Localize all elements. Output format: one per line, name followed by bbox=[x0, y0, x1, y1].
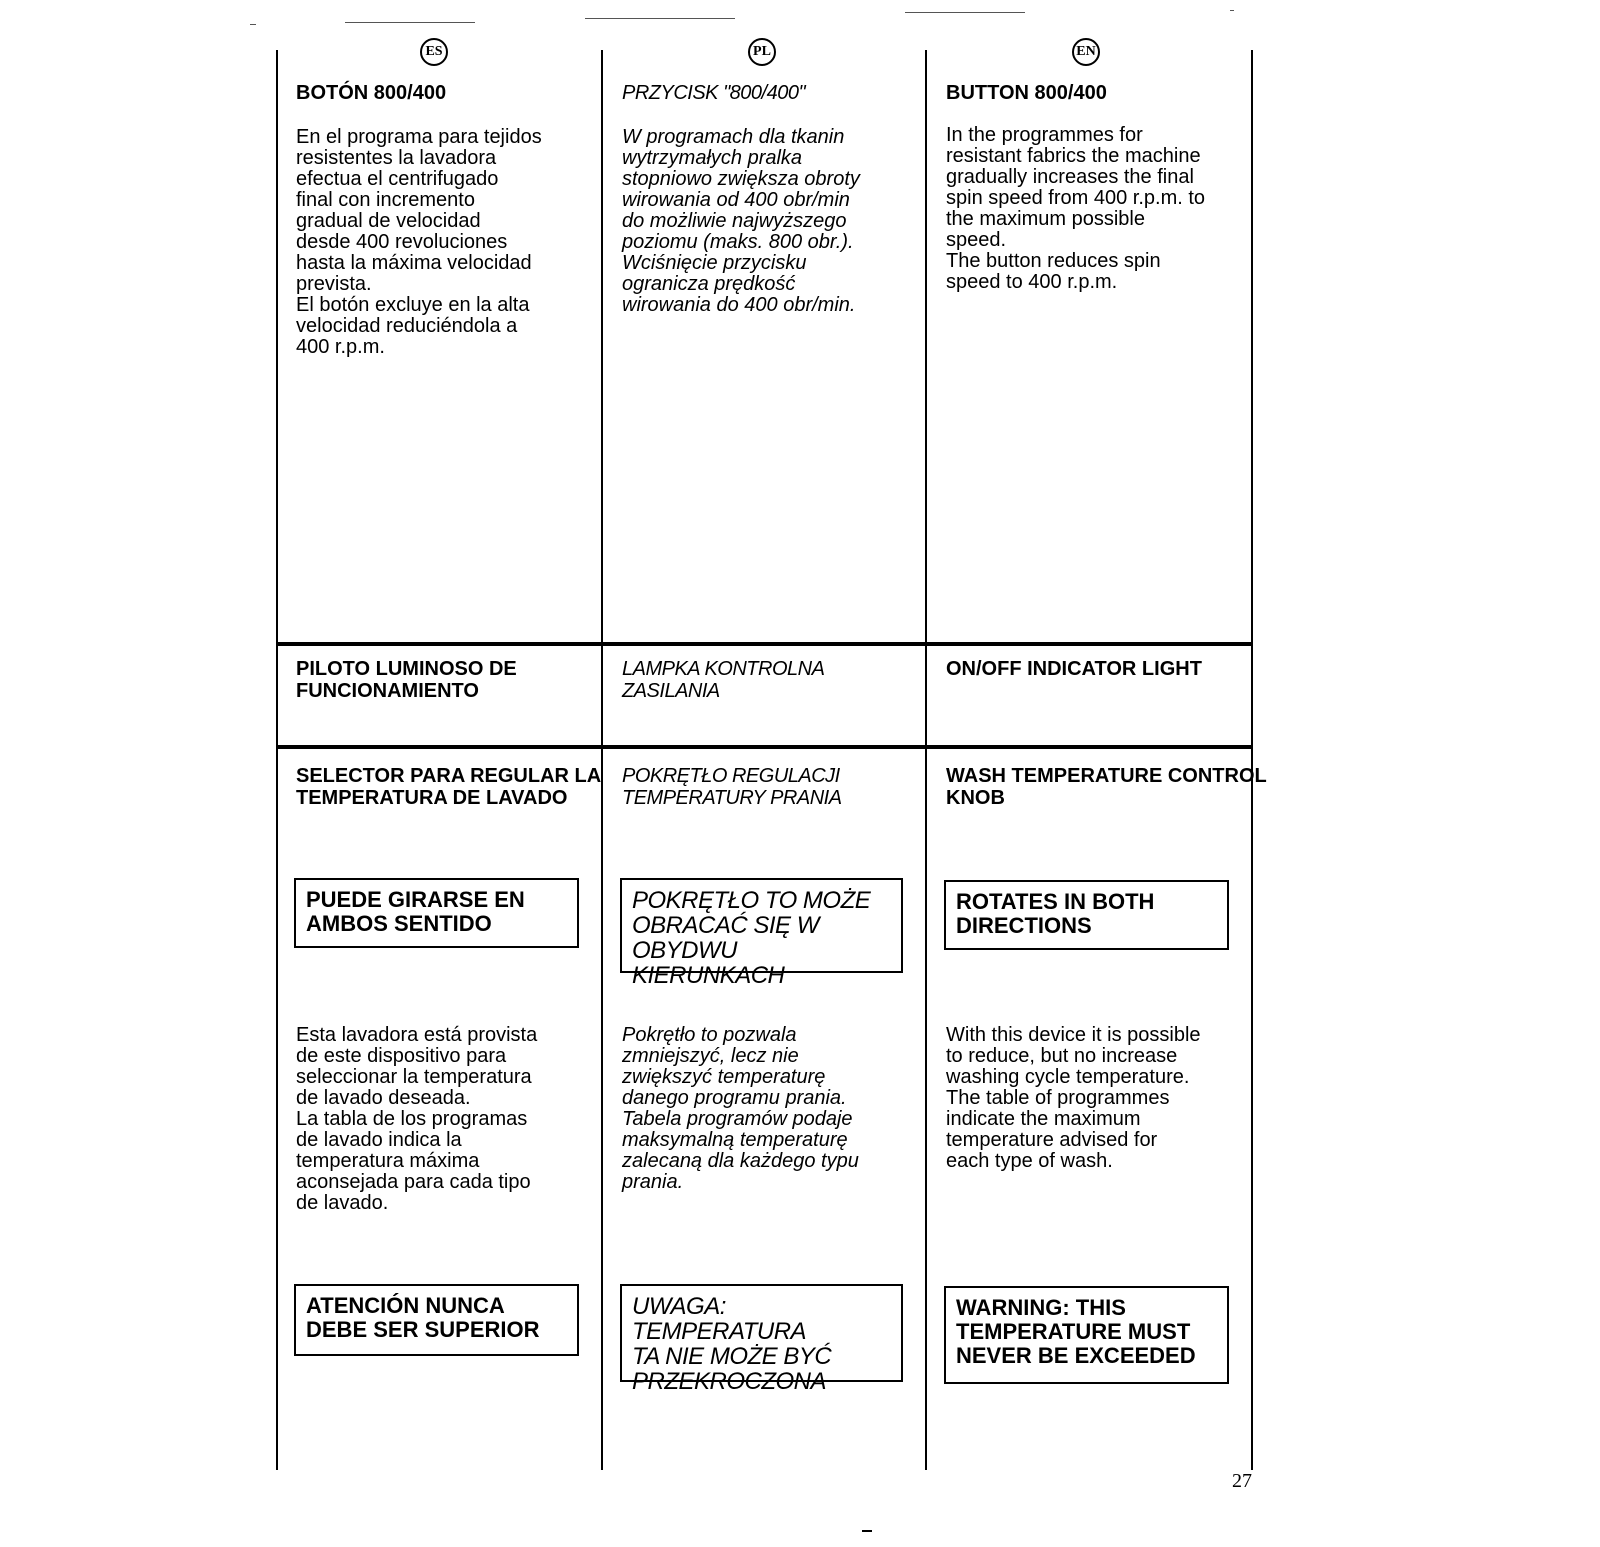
column-divider-right bbox=[1251, 50, 1253, 1470]
language-badge-en: EN bbox=[1072, 38, 1100, 66]
button-800-400-title-en: BUTTON 800/400 bbox=[946, 82, 1107, 104]
section-divider-1 bbox=[276, 642, 1253, 646]
page-number: 27 bbox=[1232, 1470, 1252, 1492]
rotate-notice-box-pl: POKRĘTŁO TO MOŻE OBRACAĆ SIĘ W OBYDWU KIERUNKACH bbox=[620, 878, 903, 973]
warning-box-es: ATENCIÓN NUNCA DEBE SER SUPERIOR bbox=[294, 1284, 579, 1356]
column-divider-2 bbox=[925, 50, 927, 1470]
button-800-400-text-pl: W programach dla tkanin wytrzymałych pralka stopniowo zwiększa obroty wirowania od 400 obr/min do możliwie najwyższego poziomu (maks. 800 obr.). Wciśnięcie przycisku ogranicza prędkość wirowania do 400 obr/min. bbox=[622, 126, 860, 316]
temperature-selector-text-es: Esta lavadora está provista de este dispositivo para seleccionar la temperatura de lavado deseada. La tabla de los programas de lavado indica la temperatura máxima aconsejada para cada tipo de lavado. bbox=[296, 1024, 538, 1214]
button-800-400-title-pl: PRZYCISK "800/400" bbox=[622, 82, 806, 104]
warning-box-en: WARNING: THIS TEMPERATURE MUST NEVER BE EXCEEDED bbox=[944, 1286, 1229, 1384]
indicator-light-title-es: PILOTO LUMINOSO DE FUNCIONAMIENTO bbox=[296, 658, 517, 702]
temperature-selector-title-es: SELECTOR PARA REGULAR LA TEMPERATURA DE LAVADO bbox=[296, 765, 602, 809]
button-800-400-text-es: En el programa para tejidos resistentes la lavadora efectua el centrifugado final con incremento gradual de velocidad desde 400 revoluciones hasta la máxima velocidad prevista. El botón excluye en la alta velocidad reduciéndola a 400 r.p.m. bbox=[296, 126, 542, 358]
button-800-400-text-en: In the programmes for resistant fabrics the machine gradually increases the final spin speed from 400 r.p.m. to the maximum possible speed. The button reduces spin speed to 400 r.p.m. bbox=[946, 124, 1206, 293]
column-divider-left bbox=[276, 50, 278, 1470]
button-800-400-title-es: BOTÓN 800/400 bbox=[296, 82, 447, 104]
temperature-selector-title-en: WASH TEMPERATURE CONTROL KNOB bbox=[946, 765, 1267, 809]
section-divider-2 bbox=[276, 745, 1253, 749]
indicator-light-title-pl: LAMPKA KONTROLNA ZASILANIA bbox=[622, 658, 825, 702]
temperature-selector-text-pl: Pokrętło to pozwala zmniejszyć, lecz nie zwiększyć temperaturę danego programu prania. Tabela programów podaje maksymalną temperaturę zalecaną dla każdego typu prania. bbox=[622, 1024, 859, 1193]
column-divider-1 bbox=[601, 50, 603, 1470]
rotate-notice-box-en: ROTATES IN BOTH DIRECTIONS bbox=[944, 880, 1229, 950]
rotate-notice-box-es: PUEDE GIRARSE EN AMBOS SENTIDO bbox=[294, 878, 579, 948]
language-badge-es: ES bbox=[420, 38, 448, 66]
temperature-selector-title-pl: POKRĘTŁO REGULACJI TEMPERATURY PRANIA bbox=[622, 765, 842, 809]
temperature-selector-text-en: With this device it is possible to reduce, but no increase washing cycle temperature. The table of programmes indicate the maximum temperature advised for each type of wash. bbox=[946, 1024, 1201, 1172]
indicator-light-title-en: ON/OFF INDICATOR LIGHT bbox=[946, 658, 1202, 680]
warning-box-pl: UWAGA: TEMPERATURA TA NIE MOŻE BYĆ PRZEKROCZONA bbox=[620, 1284, 903, 1382]
language-badge-pl: PL bbox=[748, 38, 776, 66]
